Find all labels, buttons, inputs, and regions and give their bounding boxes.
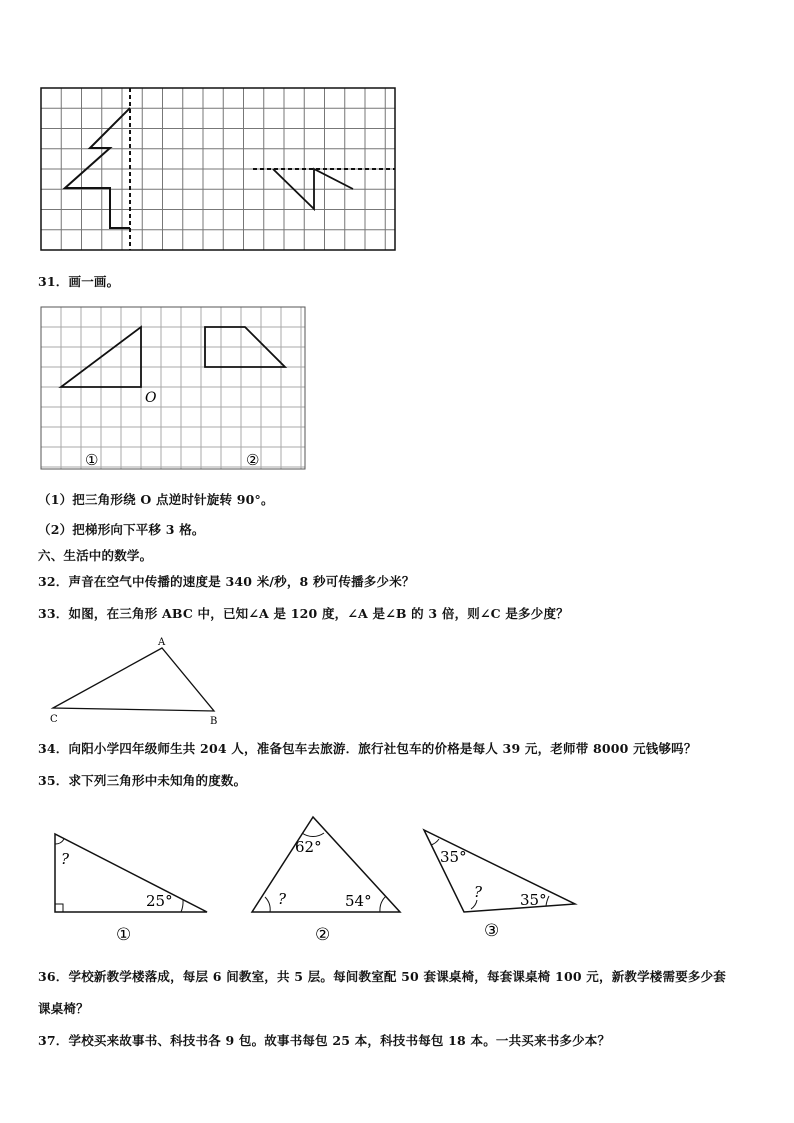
question-31-part-1: （1）把三角形绕 O 点逆时针旋转 90°。: [38, 492, 274, 507]
question-36-line-1: 36．学校新教学楼落成，每层 6 间教室，共 5 层。每间教室配 50 套课桌椅，每套课桌椅 100 元，新教学楼需要多少套: [38, 969, 726, 984]
t2-mark: ②: [315, 925, 331, 945]
question-33: 33．如图，在三角形 ABC 中，已知∠A 是 120 度，∠A 是∠B 的 3 倍，则∠C 是多少度？: [38, 606, 569, 621]
shape-2-mark: ②: [246, 451, 260, 469]
figure-30-grid: [38, 86, 398, 254]
section-six-heading: 六、生活中的数学。: [38, 548, 153, 563]
triangle-1: [55, 834, 207, 945]
t3-angle-35-top: 35°: [440, 848, 467, 866]
figure-35-triangles: [40, 812, 600, 947]
question-34: 34．向阳小学四年级师生共 204 人，准备包车去旅游．旅行社包车的价格是每人 39 元，老师带 8000 元钱够吗？: [38, 741, 697, 756]
triangle-3: [424, 830, 575, 941]
figure-31-grid: [40, 306, 306, 471]
question-37: 37．学校买来故事书、科技书各 9 包。故事书每包 25 本，科技书每包 18 本。一共买来书多少本？: [38, 1033, 611, 1048]
vertex-b-label: B: [210, 716, 218, 727]
t1-angle-25: 25°: [146, 892, 173, 910]
t2-angle-62: 62°: [295, 838, 322, 856]
t2-unknown-angle: ?: [278, 890, 287, 908]
question-32: 32．声音在空气中传播的速度是 340 米/秒，8 秒可传播多少米？: [38, 574, 415, 589]
t2-angle-54: 54°: [345, 892, 372, 910]
t1-mark: ①: [116, 925, 132, 945]
right-angle-mark: [55, 904, 63, 912]
t3-mark: ③: [484, 921, 500, 941]
vertex-c-label: C: [50, 714, 58, 725]
t3-angle-35-right: 35°: [520, 891, 547, 909]
triangle-2: [252, 817, 400, 945]
t1-unknown-angle: ?: [61, 850, 70, 868]
triangle-abc: [53, 648, 214, 711]
figure-33-triangle: [44, 634, 234, 728]
question-31-part-2: （2）把梯形向下平移 3 格。: [38, 522, 205, 537]
question-36-line-2: 课桌椅？: [38, 1001, 89, 1016]
point-o-label: O: [145, 390, 157, 406]
t3-unknown-angle: ?: [474, 883, 483, 901]
vertex-a-label: A: [158, 637, 166, 648]
question-31-title: 31．画一画。: [38, 274, 120, 289]
question-35: 35．求下列三角形中未知角的度数。: [38, 773, 247, 788]
shape-1-mark: ①: [85, 451, 99, 469]
